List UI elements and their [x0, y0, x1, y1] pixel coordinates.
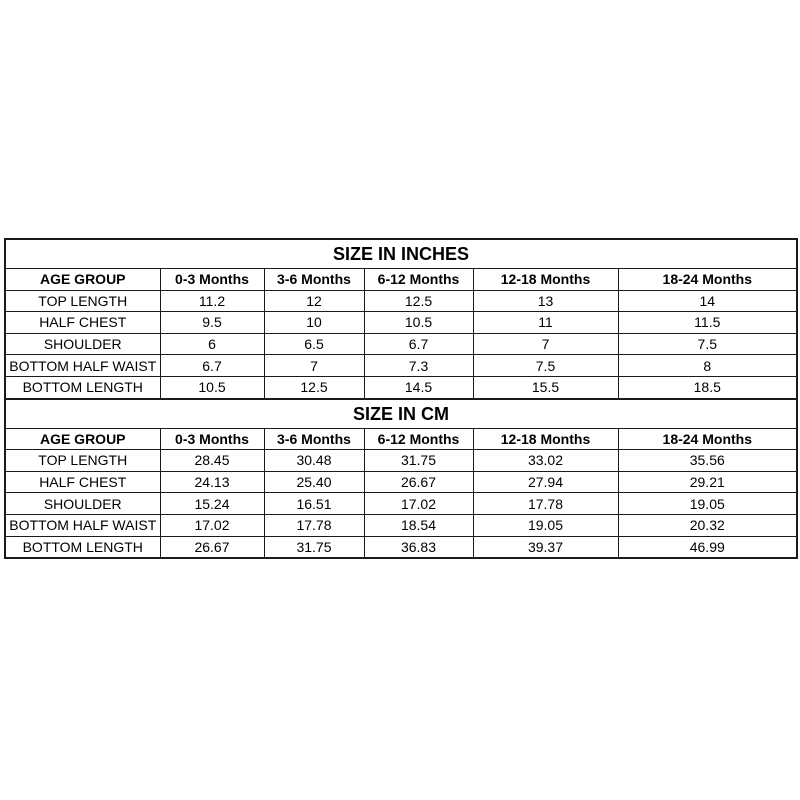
row-label: HALF CHEST	[5, 312, 160, 334]
row-label: BOTTOM HALF WAIST	[5, 355, 160, 377]
table-cell: 24.13	[160, 471, 264, 493]
section-title: SIZE IN CM	[5, 399, 797, 429]
column-header: AGE GROUP	[5, 269, 160, 291]
row-label: TOP LENGTH	[5, 290, 160, 312]
table-cell: 18.5	[618, 376, 797, 398]
row-label: BOTTOM LENGTH	[5, 376, 160, 398]
table-cell: 15.5	[473, 376, 618, 398]
table-cell: 17.02	[160, 514, 264, 536]
size-chart-table	[4, 238, 798, 559]
section-title: SIZE IN INCHES	[5, 239, 797, 269]
table-row	[5, 355, 797, 377]
table-cell: 14	[618, 290, 797, 312]
table-cell: 13	[473, 290, 618, 312]
table-cell: 17.02	[364, 493, 473, 515]
section-title-row	[5, 239, 797, 269]
table-cell: 17.78	[264, 514, 364, 536]
table-row	[5, 376, 797, 398]
column-header: 0-3 Months	[160, 269, 264, 291]
column-header: 0-3 Months	[160, 428, 264, 450]
table-cell: 6	[160, 333, 264, 355]
table-row	[5, 493, 797, 515]
table-cell: 35.56	[618, 450, 797, 472]
table-row	[5, 290, 797, 312]
table-cell: 11.5	[618, 312, 797, 334]
table-cell: 6.5	[264, 333, 364, 355]
table-cell: 29.21	[618, 471, 797, 493]
column-header-row	[5, 428, 797, 450]
column-header: 18-24 Months	[618, 428, 797, 450]
table-cell: 11.2	[160, 290, 264, 312]
table-row	[5, 514, 797, 536]
table-cell: 12.5	[364, 290, 473, 312]
table-row	[5, 471, 797, 493]
table-cell: 30.48	[264, 450, 364, 472]
table-cell: 14.5	[364, 376, 473, 398]
table-row	[5, 333, 797, 355]
column-header: 12-18 Months	[473, 428, 618, 450]
table-cell: 31.75	[364, 450, 473, 472]
table-cell: 7.3	[364, 355, 473, 377]
row-label: SHOULDER	[5, 333, 160, 355]
table-cell: 19.05	[618, 493, 797, 515]
section-title-row	[5, 399, 797, 429]
table-cell: 6.7	[364, 333, 473, 355]
table-cell: 18.54	[364, 514, 473, 536]
table-cell: 7.5	[618, 333, 797, 355]
table-cell: 9.5	[160, 312, 264, 334]
table-cell: 33.02	[473, 450, 618, 472]
table-cell: 46.99	[618, 536, 797, 558]
table-cell: 15.24	[160, 493, 264, 515]
table-cell: 7	[473, 333, 618, 355]
table-cell: 27.94	[473, 471, 618, 493]
table-cell: 10	[264, 312, 364, 334]
table-cell: 19.05	[473, 514, 618, 536]
table-cell: 20.32	[618, 514, 797, 536]
table-row	[5, 312, 797, 334]
table-cell: 36.83	[364, 536, 473, 558]
column-header-row	[5, 269, 797, 291]
table-cell: 25.40	[264, 471, 364, 493]
row-label: HALF CHEST	[5, 471, 160, 493]
table-cell: 39.37	[473, 536, 618, 558]
table-cell: 10.5	[364, 312, 473, 334]
table-cell: 26.67	[160, 536, 264, 558]
table-row	[5, 536, 797, 558]
table-cell: 8	[618, 355, 797, 377]
table-cell: 17.78	[473, 493, 618, 515]
table-cell: 6.7	[160, 355, 264, 377]
row-label: BOTTOM LENGTH	[5, 536, 160, 558]
table-cell: 10.5	[160, 376, 264, 398]
table-cell: 11	[473, 312, 618, 334]
column-header: 6-12 Months	[364, 269, 473, 291]
row-label: SHOULDER	[5, 493, 160, 515]
column-header: 18-24 Months	[618, 269, 797, 291]
table-cell: 16.51	[264, 493, 364, 515]
table-cell: 31.75	[264, 536, 364, 558]
column-header: 6-12 Months	[364, 428, 473, 450]
table-cell: 26.67	[364, 471, 473, 493]
column-header: AGE GROUP	[5, 428, 160, 450]
table-cell: 12.5	[264, 376, 364, 398]
column-header: 3-6 Months	[264, 428, 364, 450]
table-cell: 7	[264, 355, 364, 377]
column-header: 3-6 Months	[264, 269, 364, 291]
table-cell: 28.45	[160, 450, 264, 472]
table-row	[5, 450, 797, 472]
row-label: TOP LENGTH	[5, 450, 160, 472]
column-header: 12-18 Months	[473, 269, 618, 291]
table-cell: 12	[264, 290, 364, 312]
table-cell: 7.5	[473, 355, 618, 377]
row-label: BOTTOM HALF WAIST	[5, 514, 160, 536]
